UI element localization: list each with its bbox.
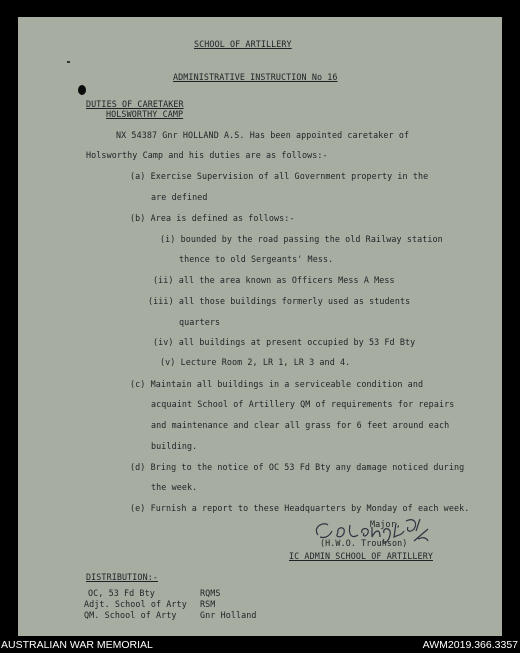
- para-c-line-3: and maintenance and clear all grass for 6 feet around each: [151, 420, 450, 430]
- para-b-ii: (ii) all the area known as Officers Mess A Mess: [153, 275, 395, 285]
- para-e-line-1: (e) Furnish a report to these Headquarters by Monday of each week.: [130, 503, 470, 513]
- para-b-iii-line-1: (iii) all those buildings formerly used as students: [148, 296, 411, 306]
- intro-line-2: Holsworthy Camp and his duties are as follows:-: [86, 150, 328, 160]
- para-b-iv: (iv) all buildings at present occupied by 53 Fd Bty: [153, 337, 416, 347]
- distribution-row-3-left: QM. School of Arty: [84, 610, 177, 620]
- punch-hole: [78, 85, 86, 95]
- para-d-line-1: (d) Bring to the notice of OC 53 Fd Bty any damage noticed during: [130, 462, 465, 472]
- signature-name: (H.W.O. Trounson): [320, 538, 408, 548]
- footer-accession-number: AWM2019.366.3357: [422, 639, 518, 651]
- para-b-line-1: (b) Area is defined as follows:-: [130, 213, 295, 223]
- para-a-line-1: (a) Exercise Supervision of all Government property in the: [130, 171, 429, 181]
- para-c-line-1: (c) Maintain all buildings in a serviceable condition and: [130, 379, 424, 389]
- distribution-row-3-right: Gnr Holland: [200, 610, 257, 620]
- instruction-title: ADMINISTRATIVE INSTRUCTION No 16: [173, 72, 338, 82]
- distribution-row-1-left: OC, 53 Fd Bty: [88, 588, 155, 598]
- para-b-v: (v) Lecture Room 2, LR 1, LR 3 and 4.: [160, 357, 351, 367]
- footer-credit: AUSTRALIAN WAR MEMORIAL: [1, 639, 153, 651]
- distribution-row-1-right: RQMS: [200, 588, 221, 598]
- signature-title: IC ADMIN SCHOOL OF ARTILLERY: [289, 551, 433, 561]
- para-b-i-line-2: thence to old Sergeants' Mess.: [179, 254, 334, 264]
- distribution-row-2-right: RSM: [200, 599, 216, 609]
- ink-speck: [67, 61, 70, 63]
- para-c-line-2: acquaint School of Artillery QM of requirements for repairs: [151, 399, 455, 409]
- para-a-line-2: are defined: [151, 192, 208, 202]
- subject-line-2: HOLSWORTHY CAMP: [106, 109, 184, 119]
- distribution-heading: DISTRIBUTION:-: [86, 572, 158, 582]
- para-d-line-2: the week.: [151, 482, 198, 492]
- document-header: SCHOOL OF ARTILLERY: [194, 39, 292, 49]
- subject-line-1: DUTIES OF CARETAKER: [86, 99, 184, 109]
- para-b-iii-line-2: quarters: [179, 317, 221, 327]
- distribution-row-2-left: Adjt. School of Arty: [84, 599, 187, 609]
- para-c-line-4: building.: [151, 441, 198, 451]
- intro-line-1: NX 54387 Gnr HOLLAND A.S. Has been appointed caretaker of: [116, 130, 410, 140]
- document-page: [18, 17, 502, 636]
- signature-rank: Major,: [370, 519, 401, 529]
- para-b-i-line-1: (i) bounded by the road passing the old Railway station: [160, 234, 443, 244]
